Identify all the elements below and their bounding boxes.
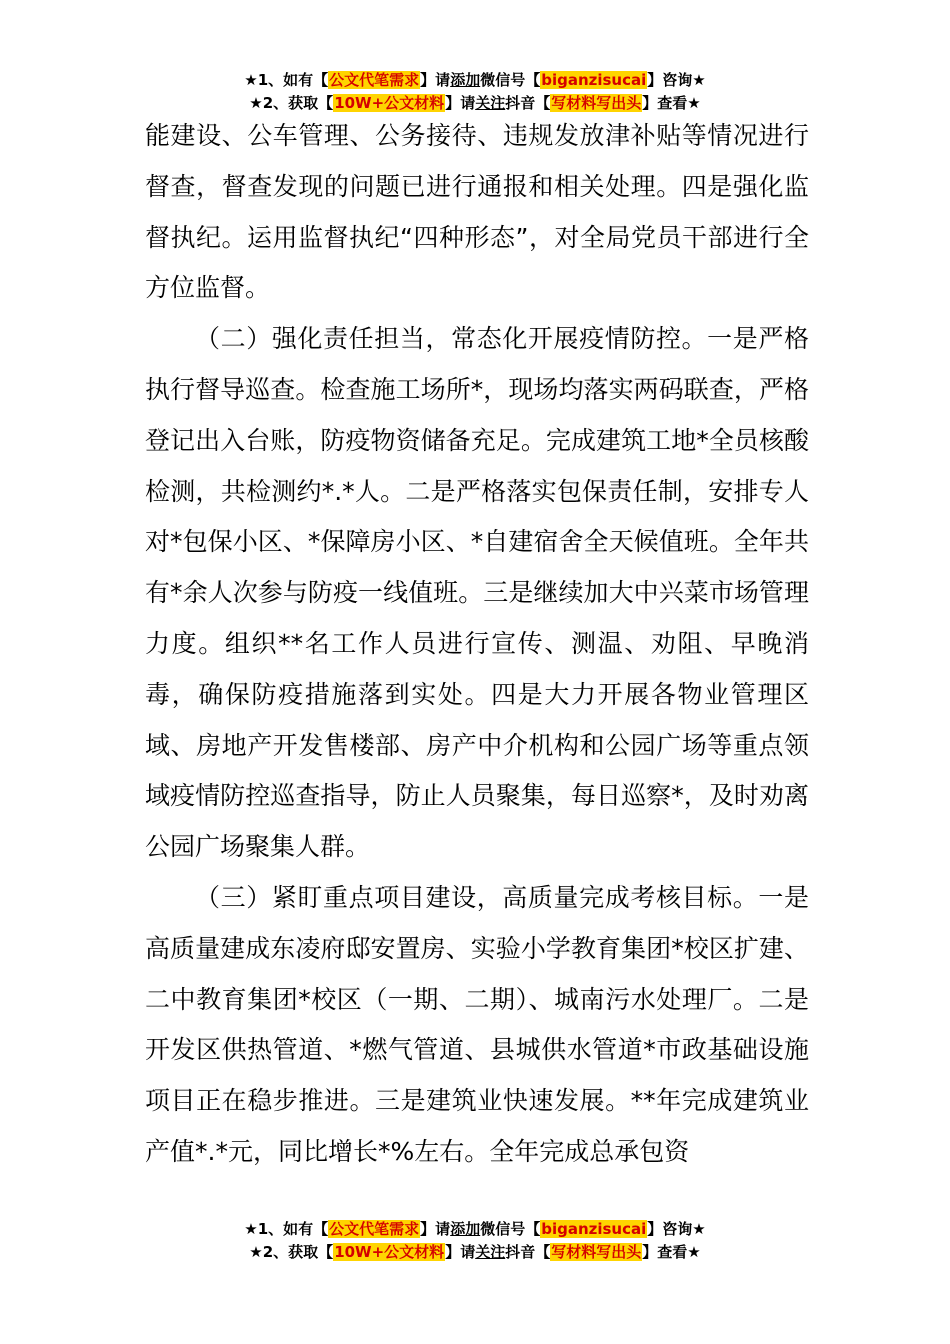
paragraph-key-projects: （三）紧盯重点项目建设，高质量完成考核目标。一是高质量建成东凌府邸安置房、实验小学教育集团*校区扩建、二中教育集团*校区（一期、二期）、城南污水处理厂。二是开发区供热管道、*燃气管道、县城供水管道*市政基础设施项目正在稳步推进。三是建筑业快速发展。**年完成建筑业产值*.*元，同比增长*%左右。全年完成总承包资 [145, 882, 809, 1166]
paragraph-continuation: 能建设、公车管理、公务接待、违规发放津补贴等情况进行督查，督查发现的问题已进行通报和相关处理。四是强化监督执纪。运用监督执纪“四种形态”，对全局党员干部进行全方位监督。 [145, 121, 809, 303]
banner-line-1: ★1、如有【公文代笔需求】请添加微信号【biganzisucai】咨询★ [244, 71, 706, 89]
banner-line-2: ★2、获取【10W+公文材料】请关注抖音【写材料写出头】查看★ [249, 1243, 701, 1261]
document-body [145, 111, 809, 1178]
highlight-materials: 10W+公文材料 [334, 94, 445, 112]
highlight-writing-service: 公文代笔需求 [329, 71, 420, 89]
highlight-douyin-account: 写材料写出头 [551, 94, 642, 112]
highlight-materials: 10W+公文材料 [334, 1243, 445, 1261]
highlight-writing-service: 公文代笔需求 [329, 1220, 420, 1238]
footer-banner [0, 1218, 950, 1264]
highlight-wechat-id: biganzisucai [541, 71, 647, 89]
banner-line-1: ★1、如有【公文代笔需求】请添加微信号【biganzisucai】咨询★ [244, 1220, 706, 1238]
highlight-wechat-id: biganzisucai [541, 1220, 647, 1238]
banner-line-2: ★2、获取【10W+公文材料】请关注抖音【写材料写出头】查看★ [249, 94, 701, 112]
paragraph-epidemic-control: （二）强化责任担当，常态化开展疫情防控。一是严格执行督导巡查。检查施工场所*，现场均落实两码联查，严格登记出入台账，防疫物资储备充足。完成建筑工地*全员核酸检测，共检测约*.*人。二是严格落实包保责任制，安排专人对*包保小区、*保障房小区、*自建宿舍全天候值班。全年共有*余人次参与防疫一线值班。三是继续加大中兴菜市场管理力度。组织**名工作人员进行宣传、测温、劝阻、早晚消毒，确保防疫措施落到实处。四是大力开展各物业管理区域、房地产开发售楼部、房产中介机构和公园广场等重点领域疫情防控巡查指导，防止人员聚集，每日巡察*，及时劝离公园广场聚集人群。 [145, 324, 809, 862]
header-banner [0, 69, 950, 115]
highlight-douyin-account: 写材料写出头 [551, 1243, 642, 1261]
